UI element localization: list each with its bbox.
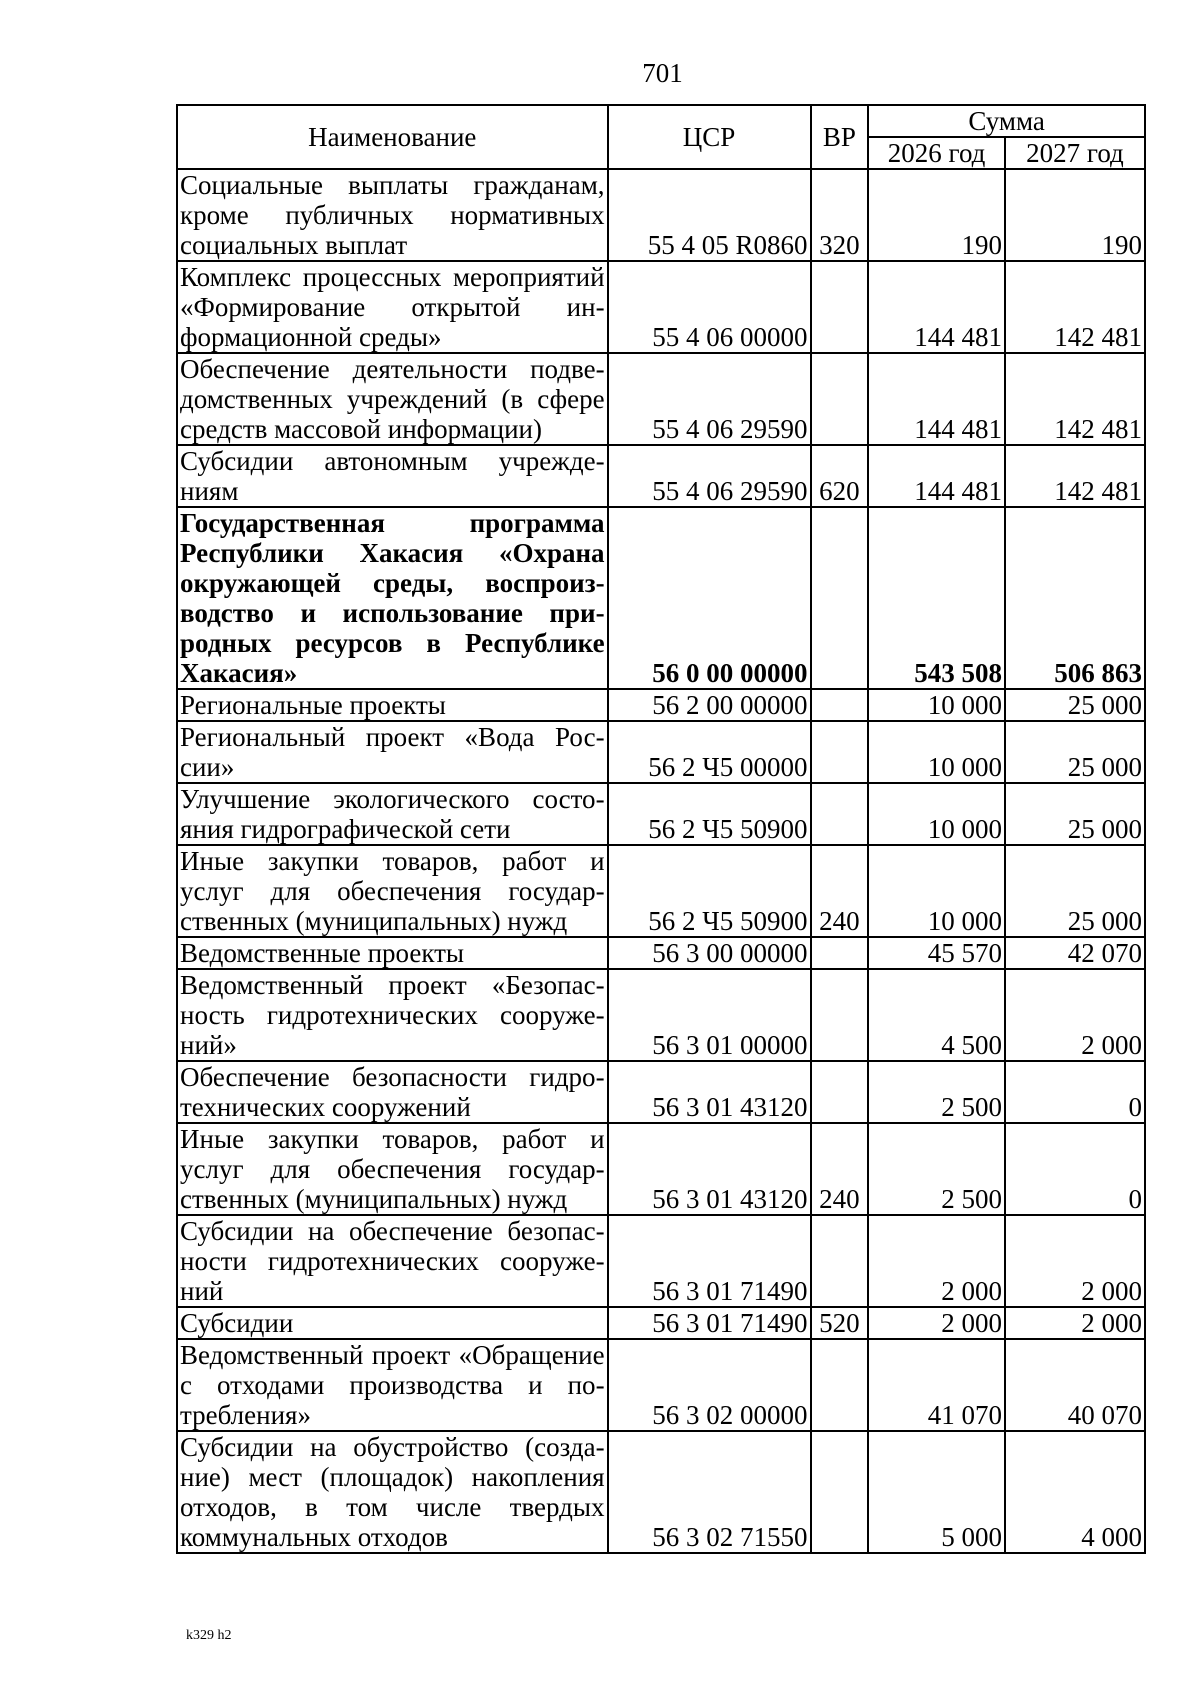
row-vr: 620 <box>811 445 869 507</box>
table-row <box>177 969 1145 1061</box>
row-vr: 320 <box>811 169 869 261</box>
table-row <box>177 1123 1145 1215</box>
row-sum-2027: 190 <box>1005 169 1145 261</box>
row-vr <box>811 1215 869 1307</box>
row-name: Субсидии на обеспечение безопасности гидротехнических сооружений <box>177 1215 608 1307</box>
header-csr: ЦСР <box>608 105 811 169</box>
row-name: Субсидии автономным учреждениям <box>177 445 608 507</box>
row-csr: 56 2 Ч5 50900 <box>608 783 811 845</box>
row-vr <box>811 783 869 845</box>
row-vr: 240 <box>811 1123 869 1215</box>
table-row <box>177 445 1145 507</box>
row-sum-2027: 2 000 <box>1005 1307 1145 1339</box>
row-sum-2026: 144 481 <box>868 445 1005 507</box>
header-name: Наименование <box>177 105 608 169</box>
table-row <box>177 1061 1145 1123</box>
table-row <box>177 261 1145 353</box>
row-csr: 55 4 06 29590 <box>608 353 811 445</box>
row-sum-2026: 2 500 <box>868 1061 1005 1123</box>
row-name: Улучшение экологического состояния гидрографической сети <box>177 783 608 845</box>
row-sum-2026: 2 500 <box>868 1123 1005 1215</box>
table-body <box>177 169 1145 1553</box>
row-sum-2027: 142 481 <box>1005 261 1145 353</box>
row-vr <box>811 1339 869 1431</box>
row-csr: 56 3 01 00000 <box>608 969 811 1061</box>
row-name: Ведомственные проекты <box>177 937 608 969</box>
row-csr: 56 2 00 00000 <box>608 689 811 721</box>
budget-table <box>176 104 1146 1554</box>
table-row <box>177 1307 1145 1339</box>
row-vr: 240 <box>811 845 869 937</box>
row-vr <box>811 969 869 1061</box>
row-csr: 56 3 01 71490 <box>608 1215 811 1307</box>
row-sum-2027: 506 863 <box>1005 507 1145 689</box>
table-row <box>177 169 1145 261</box>
row-csr: 55 4 06 00000 <box>608 261 811 353</box>
table-row <box>177 1431 1145 1553</box>
table-row <box>177 783 1145 845</box>
row-sum-2027: 142 481 <box>1005 353 1145 445</box>
table-row <box>177 937 1145 969</box>
row-name: Социальные выплаты гражданам, кроме публичных нормативных социальных выплат <box>177 169 608 261</box>
row-name: Иные закупки товаров, работ и услуг для обеспечения государственных (муниципальных) нужд <box>177 845 608 937</box>
row-sum-2027: 42 070 <box>1005 937 1145 969</box>
row-name: Ведомственный проект «Безопасность гидротехнических сооружений» <box>177 969 608 1061</box>
row-sum-2027: 25 000 <box>1005 783 1145 845</box>
row-name: Иные закупки товаров, работ и услуг для обеспечения государственных (муниципальных) нужд <box>177 1123 608 1215</box>
row-csr: 56 3 02 71550 <box>608 1431 811 1553</box>
row-vr: 520 <box>811 1307 869 1339</box>
row-vr <box>811 1061 869 1123</box>
table-header-row <box>177 105 1145 137</box>
row-sum-2026: 10 000 <box>868 845 1005 937</box>
row-name: Комплекс процессных мероприятий «Формирование открытой информационной среды» <box>177 261 608 353</box>
row-sum-2027: 25 000 <box>1005 845 1145 937</box>
page-number: 701 <box>642 58 683 88</box>
row-sum-2026: 10 000 <box>868 783 1005 845</box>
row-name: Субсидии <box>177 1307 608 1339</box>
row-sum-2026: 10 000 <box>868 721 1005 783</box>
row-vr <box>811 261 869 353</box>
row-csr: 56 3 01 43120 <box>608 1061 811 1123</box>
row-sum-2027: 25 000 <box>1005 721 1145 783</box>
footer-mark: k329 h2 <box>186 1628 232 1643</box>
row-csr: 56 2 Ч5 50900 <box>608 845 811 937</box>
row-sum-2027: 2 000 <box>1005 969 1145 1061</box>
row-csr: 56 3 01 71490 <box>608 1307 811 1339</box>
row-sum-2027: 142 481 <box>1005 445 1145 507</box>
row-sum-2026: 144 481 <box>868 261 1005 353</box>
row-name: Ведомственный проект «Обращение с отходами производства и потребления» <box>177 1339 608 1431</box>
row-csr: 56 3 02 00000 <box>608 1339 811 1431</box>
header-year-2026: 2026 год <box>868 137 1005 169</box>
table-row <box>177 1339 1145 1431</box>
row-vr <box>811 721 869 783</box>
row-name: Государственная программа Республики Хакасия «Охрана окружающей среды, воспроизводство и использование природных ресурсов в Республике Хакасия» <box>177 507 608 689</box>
row-vr <box>811 507 869 689</box>
row-sum-2026: 2 000 <box>868 1307 1005 1339</box>
header-sum: Сумма <box>868 105 1145 137</box>
row-sum-2026: 4 500 <box>868 969 1005 1061</box>
row-name: Региональные проекты <box>177 689 608 721</box>
header-year-2027: 2027 год <box>1005 137 1145 169</box>
table-row <box>177 1215 1145 1307</box>
table-row <box>177 689 1145 721</box>
row-vr <box>811 1431 869 1553</box>
row-sum-2026: 41 070 <box>868 1339 1005 1431</box>
row-sum-2026: 190 <box>868 169 1005 261</box>
row-csr: 56 3 00 00000 <box>608 937 811 969</box>
table-row <box>177 353 1145 445</box>
table-row <box>177 507 1145 689</box>
row-csr: 55 4 06 29590 <box>608 445 811 507</box>
row-vr <box>811 353 869 445</box>
row-vr <box>811 689 869 721</box>
row-name: Региональный проект «Вода России» <box>177 721 608 783</box>
row-sum-2027: 0 <box>1005 1123 1145 1215</box>
header-vr: ВР <box>811 105 869 169</box>
row-sum-2027: 0 <box>1005 1061 1145 1123</box>
row-sum-2027: 25 000 <box>1005 689 1145 721</box>
row-csr: 56 2 Ч5 00000 <box>608 721 811 783</box>
row-sum-2027: 4 000 <box>1005 1431 1145 1553</box>
table-row <box>177 721 1145 783</box>
row-name: Субсидии на обустройство (создание) мест (площадок) накопления отходов, в том числе твердых коммунальных отходов <box>177 1431 608 1553</box>
row-csr: 56 0 00 00000 <box>608 507 811 689</box>
row-vr <box>811 937 869 969</box>
row-sum-2026: 5 000 <box>868 1431 1005 1553</box>
row-csr: 55 4 05 R0860 <box>608 169 811 261</box>
row-sum-2026: 2 000 <box>868 1215 1005 1307</box>
row-sum-2027: 40 070 <box>1005 1339 1145 1431</box>
row-name: Обеспечение деятельности подведомственных учреждений (в сфере средств массовой информации) <box>177 353 608 445</box>
row-sum-2026: 144 481 <box>868 353 1005 445</box>
row-sum-2026: 543 508 <box>868 507 1005 689</box>
row-sum-2027: 2 000 <box>1005 1215 1145 1307</box>
table-row <box>177 845 1145 937</box>
row-name: Обеспечение безопасности гидротехнических сооружений <box>177 1061 608 1123</box>
row-sum-2026: 45 570 <box>868 937 1005 969</box>
row-csr: 56 3 01 43120 <box>608 1123 811 1215</box>
row-sum-2026: 10 000 <box>868 689 1005 721</box>
